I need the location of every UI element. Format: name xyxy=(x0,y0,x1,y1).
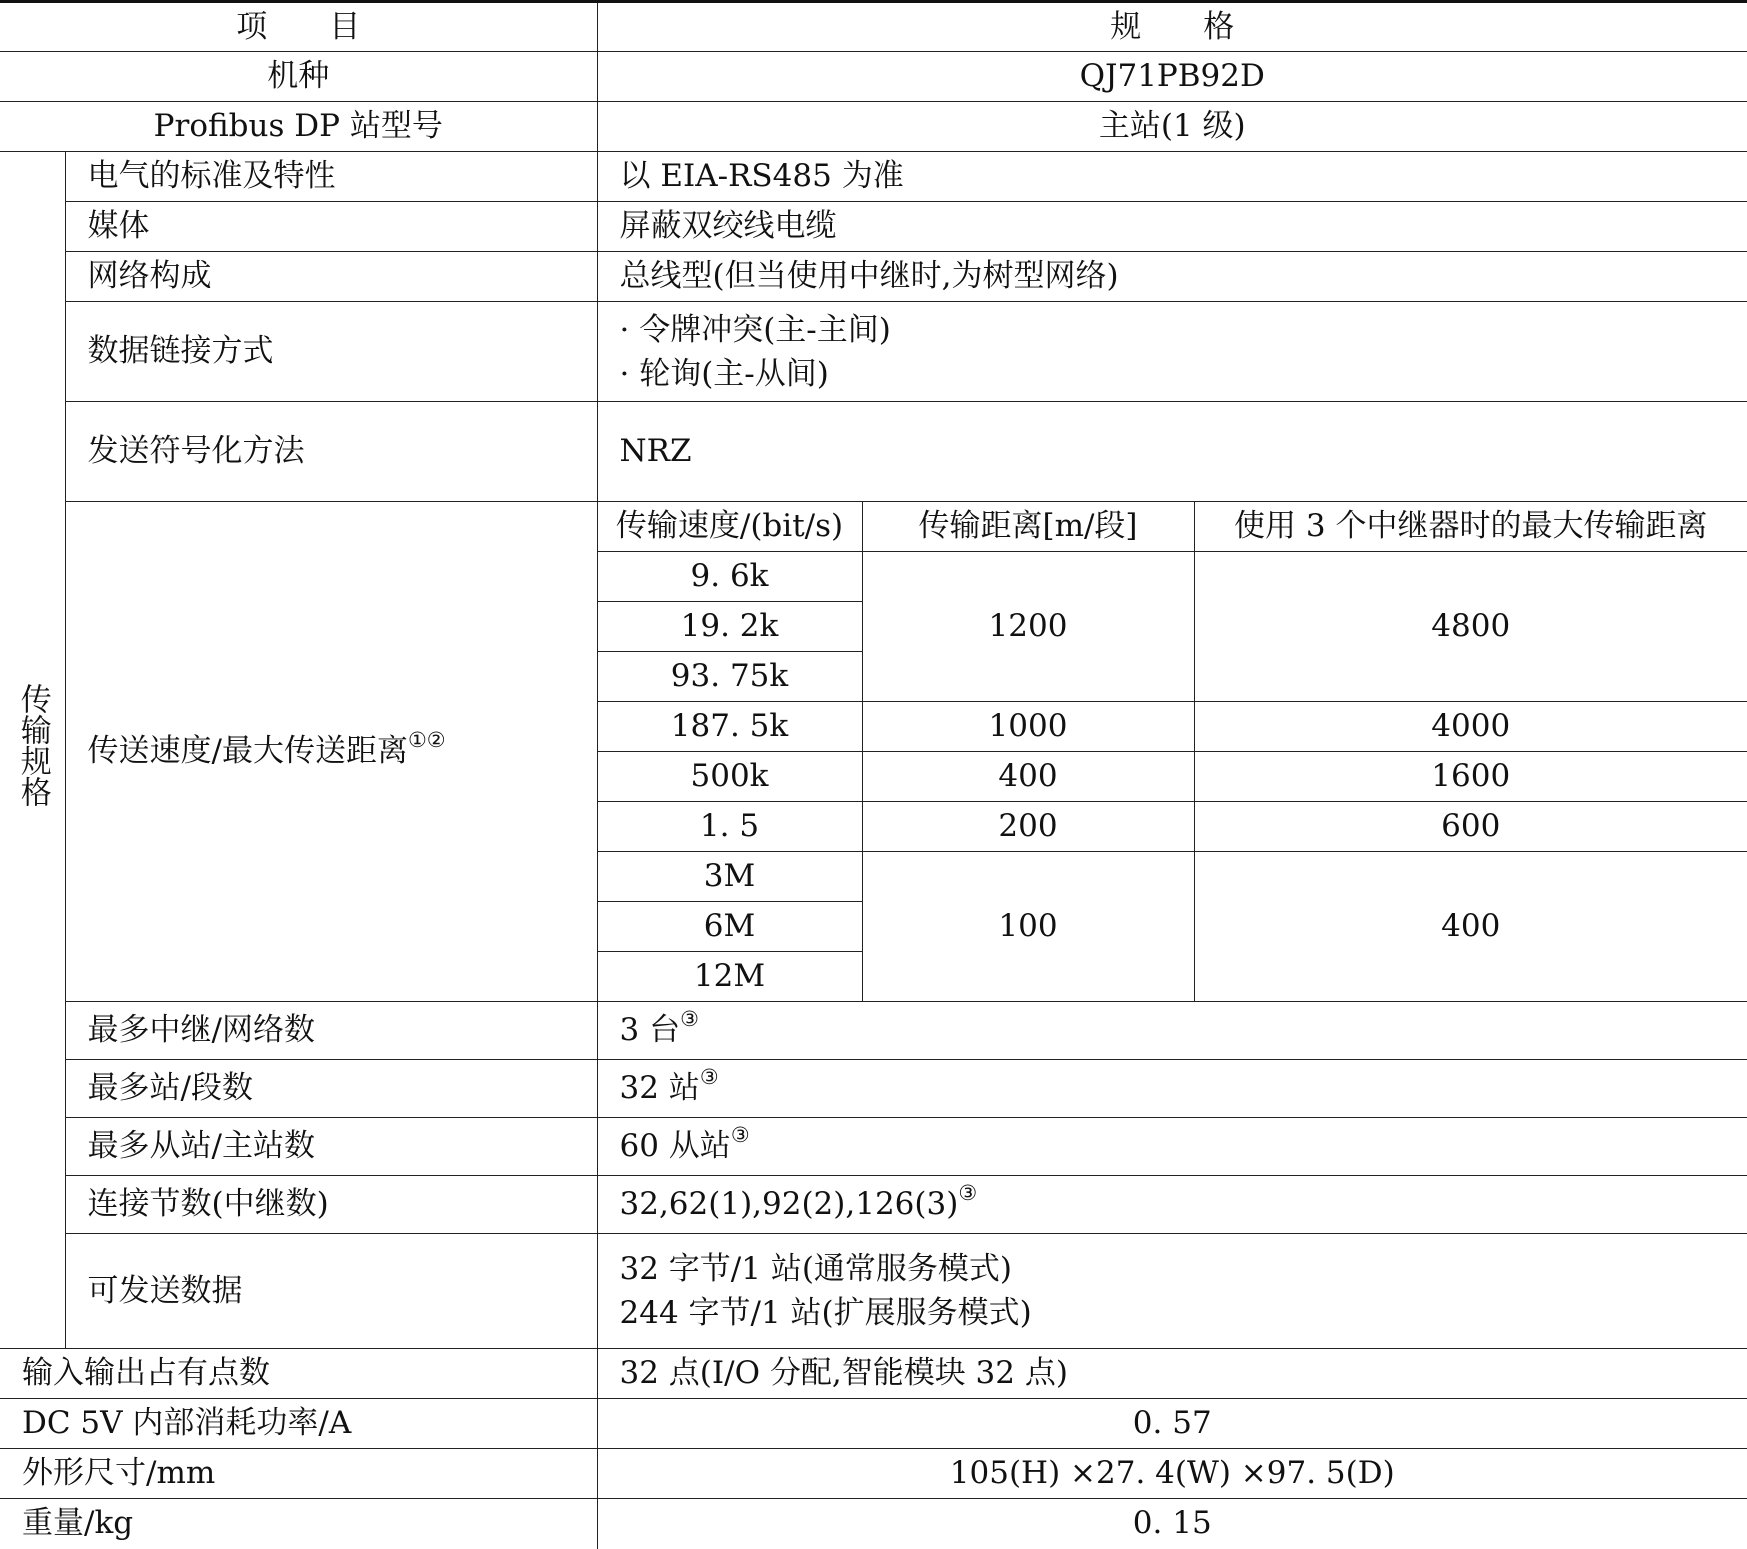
max-distance-cell: 1600 xyxy=(1194,752,1747,802)
distance-cell: 1200 xyxy=(862,552,1194,702)
row-weight xyxy=(0,1499,1747,1549)
weight-value: 0. 15 xyxy=(597,1499,1747,1549)
link-method-label: 数据链接方式 xyxy=(65,302,597,402)
row-power xyxy=(0,1399,1747,1449)
slaves-per-master-label: 最多从站/主站数 xyxy=(65,1118,597,1176)
speed-cell: 187. 5k xyxy=(597,702,862,752)
row-station-type xyxy=(0,102,1747,152)
row-data xyxy=(0,1234,1747,1349)
encoding-value: NRZ xyxy=(597,402,1747,502)
speed-cell: 93. 75k xyxy=(597,652,862,702)
row-topology xyxy=(0,252,1747,302)
header-item: 项 目 xyxy=(0,2,597,52)
distance-cell: 100 xyxy=(862,852,1194,1002)
model-value: QJ71PB92D xyxy=(597,52,1747,102)
speed-cell: 6M xyxy=(597,902,862,952)
row-electrical xyxy=(0,152,1747,202)
power-value: 0. 57 xyxy=(597,1399,1747,1449)
stations-per-segment-value-cell xyxy=(597,1060,1747,1118)
link-method-line1: · 令牌冲突(主-主间) xyxy=(620,308,1747,352)
col-speed-header: 传输速度/(bit/s) xyxy=(597,502,862,552)
row-dimensions xyxy=(0,1449,1747,1499)
row-io-points xyxy=(0,1349,1747,1399)
station-type-value: 主站(1 级) xyxy=(597,102,1747,152)
speed-distance-footnote: ①② xyxy=(408,728,446,752)
speed-cell: 3M xyxy=(597,852,862,902)
max-distance-cell: 400 xyxy=(1194,852,1747,1002)
repeaters-label: 最多中继/网络数 xyxy=(65,1002,597,1060)
weight-label: 重量/kg xyxy=(0,1499,597,1549)
repeaters-footnote: ③ xyxy=(680,1007,699,1031)
dimensions-value: 105(H) ×27. 4(W) ×97. 5(D) xyxy=(597,1449,1747,1499)
encoding-label: 发送符号化方法 xyxy=(65,402,597,502)
stations-per-segment-label: 最多站/段数 xyxy=(65,1060,597,1118)
repeaters-value: 3 台 xyxy=(620,1012,681,1048)
speed-distance-label xyxy=(65,502,597,1002)
col-max-header: 使用 3 个中继器时的最大传输距离 xyxy=(1194,502,1747,552)
speed-distance-label-text: 传送速度/最大传送距离 xyxy=(88,733,408,769)
slaves-per-master-footnote: ③ xyxy=(731,1123,750,1147)
medium-label: 媒体 xyxy=(65,202,597,252)
data-line2: 244 字节/1 站(扩展服务模式) xyxy=(620,1291,1747,1335)
header-spec: 规 格 xyxy=(597,2,1747,52)
data-value xyxy=(597,1234,1747,1349)
max-distance-cell: 4000 xyxy=(1194,702,1747,752)
speed-cell: 1. 5 xyxy=(597,802,862,852)
nodes-footnote: ③ xyxy=(958,1181,977,1205)
distance-cell: 1000 xyxy=(862,702,1194,752)
slaves-per-master-value: 60 从站 xyxy=(620,1128,731,1164)
row-encoding xyxy=(0,402,1747,502)
speed-cell: 500k xyxy=(597,752,862,802)
row-nodes xyxy=(0,1176,1747,1234)
medium-value: 屏蔽双绞线电缆 xyxy=(597,202,1747,252)
transmission-category-label: 传输规格 xyxy=(17,683,48,807)
max-distance-cell: 600 xyxy=(1194,802,1747,852)
dimensions-label: 外形尺寸/mm xyxy=(0,1449,597,1499)
speed-cell: 19. 2k xyxy=(597,602,862,652)
io-points-value: 32 点(I/O 分配,智能模块 32 点) xyxy=(597,1349,1747,1399)
io-points-label: 输入输出占有点数 xyxy=(0,1349,597,1399)
transmission-category xyxy=(0,152,65,1349)
electrical-label: 电气的标准及特性 xyxy=(65,152,597,202)
model-label: 机种 xyxy=(0,52,597,102)
header-row xyxy=(0,2,1747,52)
electrical-value: 以 EIA-RS485 为准 xyxy=(597,152,1747,202)
speed-cell: 12M xyxy=(597,952,862,1002)
speed-table-header xyxy=(0,502,1747,552)
link-method-line2: · 轮询(主-从间) xyxy=(620,352,1747,396)
row-slaves-per-master xyxy=(0,1118,1747,1176)
max-distance-cell: 4800 xyxy=(1194,552,1747,702)
power-label: DC 5V 内部消耗功率/A xyxy=(0,1399,597,1449)
topology-value: 总线型(但当使用中继时,为树型网络) xyxy=(597,252,1747,302)
repeaters-value-cell xyxy=(597,1002,1747,1060)
stations-per-segment-value: 32 站 xyxy=(620,1070,700,1106)
topology-label: 网络构成 xyxy=(65,252,597,302)
distance-cell: 200 xyxy=(862,802,1194,852)
nodes-value-cell xyxy=(597,1176,1747,1234)
speed-cell: 9. 6k xyxy=(597,552,862,602)
data-label: 可发送数据 xyxy=(65,1234,597,1349)
row-medium xyxy=(0,202,1747,252)
data-line1: 32 字节/1 站(通常服务模式) xyxy=(620,1247,1747,1291)
col-distance-header: 传输距离[m/段] xyxy=(862,502,1194,552)
row-repeaters xyxy=(0,1002,1747,1060)
nodes-label: 连接节数(中继数) xyxy=(65,1176,597,1234)
stations-per-segment-footnote: ③ xyxy=(700,1065,719,1089)
station-type-label: Profibus DP 站型号 xyxy=(0,102,597,152)
row-model xyxy=(0,52,1747,102)
row-link-method xyxy=(0,302,1747,402)
link-method-value xyxy=(597,302,1747,402)
row-stations-per-segment xyxy=(0,1060,1747,1118)
slaves-per-master-value-cell xyxy=(597,1118,1747,1176)
distance-cell: 400 xyxy=(862,752,1194,802)
nodes-value: 32,62(1),92(2),126(3) xyxy=(620,1186,959,1222)
